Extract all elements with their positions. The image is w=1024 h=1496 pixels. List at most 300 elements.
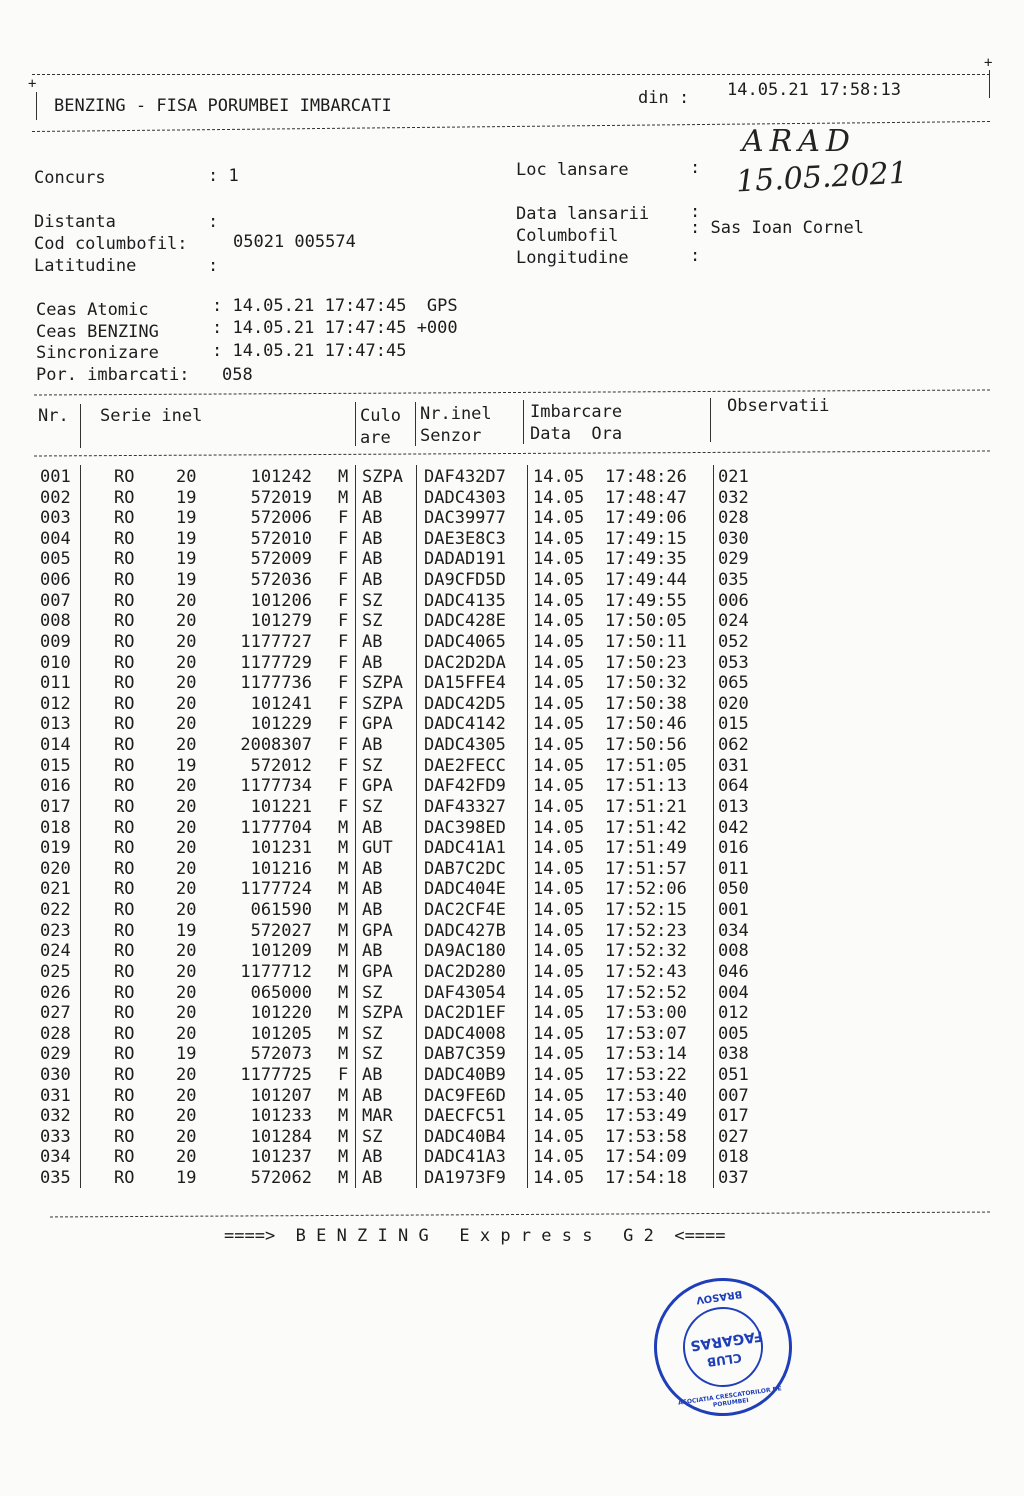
row-col-divider [355, 1084, 356, 1106]
row-col-divider [80, 733, 81, 755]
row-col-divider [80, 816, 81, 838]
row-col-divider [80, 1145, 81, 1167]
cell-sensor: DAC2CF4E [424, 900, 506, 921]
header-imbarcare: Imbarcare [530, 402, 623, 422]
cell-date: 14.05 [533, 776, 585, 797]
cell-date: 14.05 [533, 673, 585, 694]
row-col-divider [527, 1145, 528, 1167]
cell-country: RO [114, 817, 135, 838]
cell-nr: 001 [40, 467, 71, 487]
cell-color: AB [362, 858, 383, 879]
row-col-divider [713, 1104, 714, 1126]
cell-observatii: 052 [718, 631, 749, 652]
row-col-divider [355, 1042, 356, 1064]
cell-year: 19 [176, 487, 197, 508]
row-col-divider [527, 1125, 528, 1147]
cell-color: SZ [362, 796, 383, 817]
cell-color: AB [362, 508, 383, 529]
cell-ring: 1177704 [240, 817, 312, 838]
row-col-divider [713, 981, 714, 1003]
row-col-divider [80, 1084, 81, 1106]
cell-time: 17:50:23 [605, 652, 687, 673]
row-col-divider [713, 486, 714, 508]
cell-sensor: DA15FFE4 [424, 673, 506, 694]
cell-year: 20 [176, 714, 197, 735]
cell-time: 17:50:32 [605, 673, 687, 694]
longitudine-value: : [690, 246, 701, 266]
row-col-divider [355, 609, 356, 631]
cell-sex: F [338, 611, 349, 632]
cell-date: 14.05 [533, 487, 585, 508]
cell-observatii: 020 [718, 693, 749, 714]
cell-year: 20 [176, 735, 197, 756]
cell-color: SZ [362, 1023, 383, 1044]
cell-time: 17:50:56 [605, 735, 687, 756]
cell-nr: 021 [40, 879, 71, 900]
row-col-divider [355, 589, 356, 611]
cell-color: SZ [362, 755, 383, 776]
row-col-divider [416, 1166, 417, 1188]
cell-date: 14.05 [533, 652, 585, 673]
row-col-divider [80, 486, 81, 508]
row-col-divider [713, 651, 714, 673]
cell-sensor: DAE3E8C3 [424, 528, 506, 549]
table-row [0, 529, 1024, 550]
row-col-divider [416, 568, 417, 590]
cell-observatii: 032 [718, 487, 749, 508]
cell-sex: M [338, 1023, 349, 1044]
row-col-divider [80, 1022, 81, 1044]
cell-sensor: DADC4008 [424, 1023, 506, 1044]
cell-observatii: 034 [718, 920, 749, 941]
table-row [0, 1106, 1024, 1127]
cell-observatii: 053 [718, 652, 749, 673]
row-col-divider [527, 486, 528, 508]
row-col-divider [416, 836, 417, 858]
cell-nr: 022 [40, 900, 71, 921]
cell-nr: 027 [40, 1003, 71, 1024]
cell-sex: M [338, 1126, 349, 1147]
row-col-divider [416, 547, 417, 569]
cell-color: AB [362, 652, 383, 673]
row-col-divider [355, 939, 356, 961]
ceas-atomic-value: : 14.05.21 17:47:45 GPS [212, 296, 458, 316]
cell-ring: 101233 [250, 1106, 312, 1127]
cell-nr: 015 [40, 755, 71, 776]
cell-observatii: 028 [718, 508, 749, 529]
cell-sensor: DADC40B9 [424, 1064, 506, 1085]
row-col-divider [713, 1001, 714, 1023]
handwritten-place: ARAD [742, 124, 856, 159]
row-col-divider [355, 795, 356, 817]
table-row [0, 818, 1024, 839]
cell-date: 14.05 [533, 1044, 585, 1065]
cell-country: RO [114, 570, 135, 591]
plus-corner: + [28, 76, 37, 92]
cell-color: SZPA [362, 673, 403, 694]
cell-color: AB [362, 1085, 383, 1106]
cell-country: RO [114, 941, 135, 962]
row-col-divider [416, 527, 417, 549]
row-col-divider [527, 630, 528, 652]
table-row [0, 694, 1024, 715]
table-row [0, 673, 1024, 694]
cell-date: 14.05 [533, 796, 585, 817]
cell-ring: 101237 [250, 1147, 312, 1168]
cell-color: SZ [362, 1044, 383, 1065]
cell-sensor: DADC428E [424, 611, 506, 632]
cell-country: RO [114, 900, 135, 921]
table-row [0, 1065, 1024, 1086]
cell-ring: 101221 [250, 796, 312, 817]
distanta-label: Distanta [34, 212, 116, 232]
cell-sensor: DADC4303 [424, 487, 506, 508]
cell-country: RO [114, 714, 135, 735]
cell-ring: 101231 [250, 838, 312, 859]
cell-sex: F [338, 508, 349, 529]
stamp-club: CLUB [706, 1350, 743, 1370]
cell-time: 17:49:35 [605, 549, 687, 570]
cell-country: RO [114, 1085, 135, 1106]
cell-time: 17:49:06 [605, 508, 687, 529]
cell-sensor: DAF43327 [424, 796, 506, 817]
cell-date: 14.05 [533, 570, 585, 591]
row-col-divider [713, 547, 714, 569]
cell-observatii: 051 [718, 1064, 749, 1085]
row-col-divider [416, 486, 417, 508]
cell-observatii: 013 [718, 796, 749, 817]
cell-date: 14.05 [533, 1023, 585, 1044]
footer-banner: ====> B E N Z I N G E x p r e s s G 2 <==== [224, 1226, 726, 1246]
cell-sensor: DAF43054 [424, 982, 506, 1003]
row-col-divider [713, 1063, 714, 1085]
row-col-divider [355, 981, 356, 1003]
row-col-divider [416, 1063, 417, 1085]
cell-color: AB [362, 1147, 383, 1168]
cell-ring: 061590 [250, 900, 312, 921]
header-right-bar [989, 70, 990, 98]
cell-color: GPA [362, 920, 393, 941]
row-col-divider [355, 816, 356, 838]
cell-country: RO [114, 508, 135, 529]
row-col-divider [713, 589, 714, 611]
cell-color: AB [362, 817, 383, 838]
cell-sensor: DAC2D2DA [424, 652, 506, 673]
cell-ring: 572073 [250, 1044, 312, 1065]
row-col-divider [416, 1001, 417, 1023]
cell-observatii: 065 [718, 673, 749, 694]
row-col-divider [713, 960, 714, 982]
cell-sensor: DADC4065 [424, 631, 506, 652]
cell-time: 17:54:09 [605, 1147, 687, 1168]
row-col-divider [80, 981, 81, 1003]
cell-country: RO [114, 1147, 135, 1168]
header-top-rule [32, 74, 990, 75]
row-col-divider [416, 1104, 417, 1126]
row-col-divider [527, 547, 528, 569]
cell-nr: 002 [40, 487, 71, 508]
cell-country: RO [114, 1126, 135, 1147]
cell-observatii: 021 [718, 467, 749, 487]
header-nr-inel-2: Senzor [420, 426, 482, 446]
cell-sex: M [338, 1003, 349, 1024]
row-col-divider [416, 939, 417, 961]
row-col-divider [527, 651, 528, 673]
data-lansarii-value: : [690, 202, 701, 222]
cell-sensor: DAB7C359 [424, 1044, 506, 1065]
header-nr: Nr. [38, 406, 69, 426]
cell-country: RO [114, 528, 135, 549]
col-divider [80, 404, 81, 448]
cell-nr: 008 [40, 611, 71, 632]
row-col-divider [355, 651, 356, 673]
row-col-divider [80, 857, 81, 879]
row-col-divider [80, 877, 81, 899]
cell-observatii: 005 [718, 1023, 749, 1044]
cell-year: 20 [176, 1085, 197, 1106]
cell-sensor: DADC41A3 [424, 1147, 506, 1168]
cell-observatii: 007 [718, 1085, 749, 1106]
header-data-ora: Data Ora [530, 424, 623, 444]
cell-sex: M [338, 961, 349, 982]
row-col-divider [713, 671, 714, 693]
cell-sensor: DAC9FE6D [424, 1085, 506, 1106]
row-col-divider [416, 651, 417, 673]
cell-date: 14.05 [533, 693, 585, 714]
concurs-value: : 1 [208, 166, 239, 186]
cell-date: 14.05 [533, 631, 585, 652]
cell-country: RO [114, 590, 135, 611]
cell-time: 17:51:49 [605, 838, 687, 859]
columbofil-label: Columbofil [516, 226, 619, 246]
cell-color: GPA [362, 776, 393, 797]
cell-time: 17:52:15 [605, 900, 687, 921]
cell-country: RO [114, 961, 135, 982]
cell-time: 17:50:11 [605, 631, 687, 652]
row-col-divider [527, 465, 528, 487]
cell-year: 20 [176, 941, 197, 962]
cell-time: 17:51:21 [605, 796, 687, 817]
cell-time: 17:51:13 [605, 776, 687, 797]
cell-ring: 101216 [250, 858, 312, 879]
cell-nr: 011 [40, 673, 71, 694]
cell-ring: 572012 [250, 755, 312, 776]
header-nr-inel-1: Nr.inel [420, 404, 492, 424]
row-col-divider [80, 712, 81, 734]
table-row [0, 962, 1024, 983]
cell-sensor: DAC2D1EF [424, 1003, 506, 1024]
col-divider [710, 398, 711, 442]
cell-nr: 016 [40, 776, 71, 797]
row-col-divider [416, 692, 417, 714]
cell-sex: M [338, 1044, 349, 1065]
row-col-divider [527, 609, 528, 631]
row-col-divider [80, 836, 81, 858]
cell-nr: 019 [40, 838, 71, 859]
cell-date: 14.05 [533, 549, 585, 570]
cell-year: 20 [176, 652, 197, 673]
cell-date: 14.05 [533, 900, 585, 921]
cell-date: 14.05 [533, 1085, 585, 1106]
table-row [0, 1024, 1024, 1045]
cell-sex: F [338, 776, 349, 797]
cell-observatii: 030 [718, 528, 749, 549]
longitudine-label: Longitudine [516, 248, 629, 268]
row-col-divider [713, 733, 714, 755]
cell-sensor: DA9AC180 [424, 941, 506, 962]
row-col-divider [416, 981, 417, 1003]
cell-observatii: 035 [718, 570, 749, 591]
cell-sex: F [338, 714, 349, 735]
cell-observatii: 050 [718, 879, 749, 900]
cell-sex: F [338, 735, 349, 756]
cell-ring: 101209 [250, 941, 312, 962]
cell-nr: 018 [40, 817, 71, 838]
stamp-town: FAGARAS [689, 1327, 764, 1354]
cell-color: GUT [362, 838, 393, 859]
row-col-divider [527, 1084, 528, 1106]
cell-ring: 101242 [250, 467, 312, 487]
cell-sex: F [338, 796, 349, 817]
table-row [0, 508, 1024, 529]
cell-observatii: 029 [718, 549, 749, 570]
cell-ring: 572009 [250, 549, 312, 570]
row-col-divider [416, 960, 417, 982]
cell-time: 17:53:58 [605, 1126, 687, 1147]
cell-color: SZPA [362, 693, 403, 714]
row-col-divider [713, 877, 714, 899]
cell-sex: M [338, 982, 349, 1003]
row-col-divider [416, 774, 417, 796]
cell-nr: 013 [40, 714, 71, 735]
ceas-benzing-value: : 14.05.21 17:47:45 +000 [212, 318, 458, 338]
table-row [0, 1044, 1024, 1065]
row-col-divider [713, 692, 714, 714]
cell-country: RO [114, 1168, 135, 1189]
row-col-divider [355, 857, 356, 879]
row-col-divider [355, 712, 356, 734]
cell-sex: M [338, 487, 349, 508]
cell-sensor: DADC4142 [424, 714, 506, 735]
latitudine-label: Latitudine [34, 256, 137, 276]
cod-columbofil-label: Cod columbofil: [34, 234, 188, 254]
row-col-divider [416, 609, 417, 631]
row-col-divider [416, 465, 417, 487]
cell-country: RO [114, 1106, 135, 1127]
cell-sensor: DAECFC51 [424, 1106, 506, 1127]
table-header-rule [34, 450, 990, 456]
cell-sex: M [338, 1085, 349, 1106]
cell-year: 20 [176, 858, 197, 879]
cell-nr: 005 [40, 549, 71, 570]
cell-year: 19 [176, 508, 197, 529]
row-col-divider [416, 816, 417, 838]
cell-sensor: DA1973F9 [424, 1168, 506, 1189]
row-col-divider [527, 692, 528, 714]
cell-year: 20 [176, 1106, 197, 1127]
cell-time: 17:51:05 [605, 755, 687, 776]
cell-country: RO [114, 982, 135, 1003]
cell-date: 14.05 [533, 590, 585, 611]
cell-ring: 101205 [250, 1023, 312, 1044]
row-col-divider [527, 1042, 528, 1064]
cell-country: RO [114, 611, 135, 632]
table-row [0, 1147, 1024, 1168]
row-col-divider [80, 651, 81, 673]
cell-year: 19 [176, 570, 197, 591]
cell-observatii: 008 [718, 941, 749, 962]
row-col-divider [355, 486, 356, 508]
cell-country: RO [114, 776, 135, 797]
cell-nr: 012 [40, 693, 71, 714]
cell-color: SZ [362, 1126, 383, 1147]
cell-sensor: DADC4305 [424, 735, 506, 756]
table-row [0, 549, 1024, 570]
row-col-divider [527, 898, 528, 920]
cell-year: 20 [176, 590, 197, 611]
cell-observatii: 018 [718, 1147, 749, 1168]
cell-date: 14.05 [533, 1106, 585, 1127]
latitudine-value: : [208, 256, 219, 276]
cell-ring: 1177724 [240, 879, 312, 900]
table-row [0, 838, 1024, 859]
cell-time: 17:52:43 [605, 961, 687, 982]
cell-date: 14.05 [533, 735, 585, 756]
cell-date: 14.05 [533, 961, 585, 982]
row-col-divider [80, 1001, 81, 1023]
cell-color: AB [362, 941, 383, 962]
header-serie-inel: Serie inel [100, 406, 203, 426]
cell-ring: 1177727 [240, 631, 312, 652]
row-col-divider [355, 568, 356, 590]
row-col-divider [416, 1022, 417, 1044]
table-row [0, 611, 1024, 632]
row-col-divider [527, 712, 528, 734]
cell-sensor: DAC39977 [424, 508, 506, 529]
row-col-divider [713, 1166, 714, 1188]
cell-observatii: 046 [718, 961, 749, 982]
cell-time: 17:51:42 [605, 817, 687, 838]
cell-sex: F [338, 631, 349, 652]
cell-date: 14.05 [533, 817, 585, 838]
cell-sex: M [338, 858, 349, 879]
row-col-divider [713, 712, 714, 734]
cell-year: 20 [176, 796, 197, 817]
cell-observatii: 062 [718, 735, 749, 756]
cell-sex: M [338, 879, 349, 900]
cell-year: 19 [176, 755, 197, 776]
table-row [0, 570, 1024, 591]
table-row [0, 714, 1024, 735]
cell-date: 14.05 [533, 1003, 585, 1024]
cell-observatii: 031 [718, 755, 749, 776]
cell-color: SZ [362, 982, 383, 1003]
cell-color: AB [362, 1168, 383, 1189]
cell-observatii: 042 [718, 817, 749, 838]
row-col-divider [527, 589, 528, 611]
table-row [0, 1003, 1024, 1024]
cell-color: AB [362, 487, 383, 508]
cell-time: 17:53:40 [605, 1085, 687, 1106]
cell-ring: 1177736 [240, 673, 312, 694]
cell-nr: 025 [40, 961, 71, 982]
concurs-label: Concurs [34, 168, 106, 188]
cell-nr: 029 [40, 1044, 71, 1065]
row-col-divider [527, 795, 528, 817]
cell-nr: 009 [40, 631, 71, 652]
row-col-divider [80, 919, 81, 941]
row-col-divider [713, 774, 714, 796]
